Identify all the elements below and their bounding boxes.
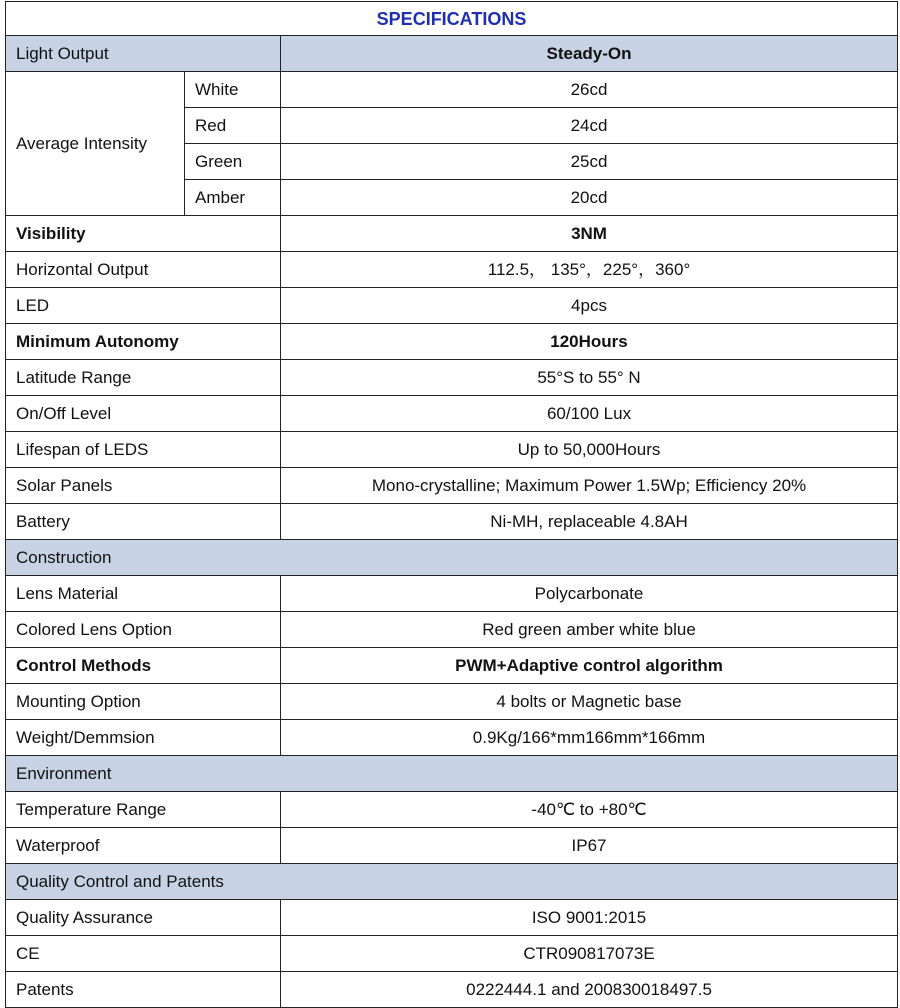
- table-row: [6, 612, 898, 648]
- spec-label: On/Off Level: [6, 396, 281, 432]
- spec-value: 0.9Kg/166*mm166mm*166mm: [281, 720, 898, 756]
- table-row: [6, 972, 898, 1008]
- spec-label: Lifespan of LEDS: [6, 432, 281, 468]
- spec-label: Visibility: [6, 216, 281, 252]
- table-row: [6, 216, 898, 252]
- spec-value: ISO 9001:2015: [281, 900, 898, 936]
- table-row: [6, 684, 898, 720]
- spec-value: IP67: [281, 828, 898, 864]
- spec-value: CTR090817073E: [281, 936, 898, 972]
- spec-label: Minimum Autonomy: [6, 324, 281, 360]
- spec-label: Waterproof: [6, 828, 281, 864]
- spec-label: Temperature Range: [6, 792, 281, 828]
- table-row: [6, 432, 898, 468]
- intensity-value: 24cd: [281, 108, 898, 144]
- light-output-header-row: [6, 36, 898, 72]
- table-row: [6, 360, 898, 396]
- table-title: SPECIFICATIONS: [6, 2, 898, 36]
- spec-label: Colored Lens Option: [6, 612, 281, 648]
- construction-section-heading: Construction: [6, 540, 898, 576]
- environment-section-heading: Environment: [6, 756, 898, 792]
- spec-value: 55°S to 55° N: [281, 360, 898, 396]
- title-row: [6, 2, 898, 36]
- spec-label: Quality Assurance: [6, 900, 281, 936]
- spec-value: Up to 50,000Hours: [281, 432, 898, 468]
- specifications-table: [5, 1, 898, 1008]
- spec-label: Latitude Range: [6, 360, 281, 396]
- table-row: [6, 288, 898, 324]
- spec-value: Red green amber white blue: [281, 612, 898, 648]
- spec-value: 3NM: [281, 216, 898, 252]
- spec-value: 120Hours: [281, 324, 898, 360]
- spec-label: Weight/Demmsion: [6, 720, 281, 756]
- spec-value: 4 bolts or Magnetic base: [281, 684, 898, 720]
- intensity-color: Red: [185, 108, 281, 144]
- table-row: [6, 468, 898, 504]
- spec-value: PWM+Adaptive control algorithm: [281, 648, 898, 684]
- spec-sheet: [5, 1, 897, 1008]
- spec-label: Solar Panels: [6, 468, 281, 504]
- spec-value: 60/100 Lux: [281, 396, 898, 432]
- spec-label: LED: [6, 288, 281, 324]
- spec-label: Control Methods: [6, 648, 281, 684]
- table-row: [6, 792, 898, 828]
- spec-label: Horizontal Output: [6, 252, 281, 288]
- table-row: [6, 576, 898, 612]
- table-row: [6, 504, 898, 540]
- spec-label: Lens Material: [6, 576, 281, 612]
- spec-label: Patents: [6, 972, 281, 1008]
- table-row: [6, 720, 898, 756]
- spec-label: CE: [6, 936, 281, 972]
- table-row: [6, 252, 898, 288]
- table-row: [6, 900, 898, 936]
- intensity-row: [6, 72, 898, 108]
- spec-label: Mounting Option: [6, 684, 281, 720]
- intensity-color: White: [185, 72, 281, 108]
- spec-value: -40℃ to +80℃: [281, 792, 898, 828]
- intensity-value: 26cd: [281, 72, 898, 108]
- table-row: [6, 324, 898, 360]
- spec-value: Ni-MH, replaceable 4.8AH: [281, 504, 898, 540]
- intensity-value: 25cd: [281, 144, 898, 180]
- light-output-value: Steady-On: [281, 36, 898, 72]
- construction-section-row: [6, 540, 898, 576]
- intensity-color: Green: [185, 144, 281, 180]
- quality-control-section-row: [6, 864, 898, 900]
- table-row: [6, 828, 898, 864]
- spec-value: 112.5， 135°，225°，360°: [281, 252, 898, 288]
- quality-control-section-heading: Quality Control and Patents: [6, 864, 898, 900]
- spec-label: Battery: [6, 504, 281, 540]
- light-output-label: Light Output: [6, 36, 281, 72]
- average-intensity-label: Average Intensity: [6, 72, 185, 216]
- intensity-color: Amber: [185, 180, 281, 216]
- spec-value: 0222444.1 and 200830018497.5: [281, 972, 898, 1008]
- intensity-value: 20cd: [281, 180, 898, 216]
- table-row: [6, 396, 898, 432]
- spec-value: Mono-crystalline; Maximum Power 1.5Wp; Efficiency 20%: [281, 468, 898, 504]
- environment-section-row: [6, 756, 898, 792]
- table-row: [6, 648, 898, 684]
- table-row: [6, 936, 898, 972]
- spec-value: 4pcs: [281, 288, 898, 324]
- spec-value: Polycarbonate: [281, 576, 898, 612]
